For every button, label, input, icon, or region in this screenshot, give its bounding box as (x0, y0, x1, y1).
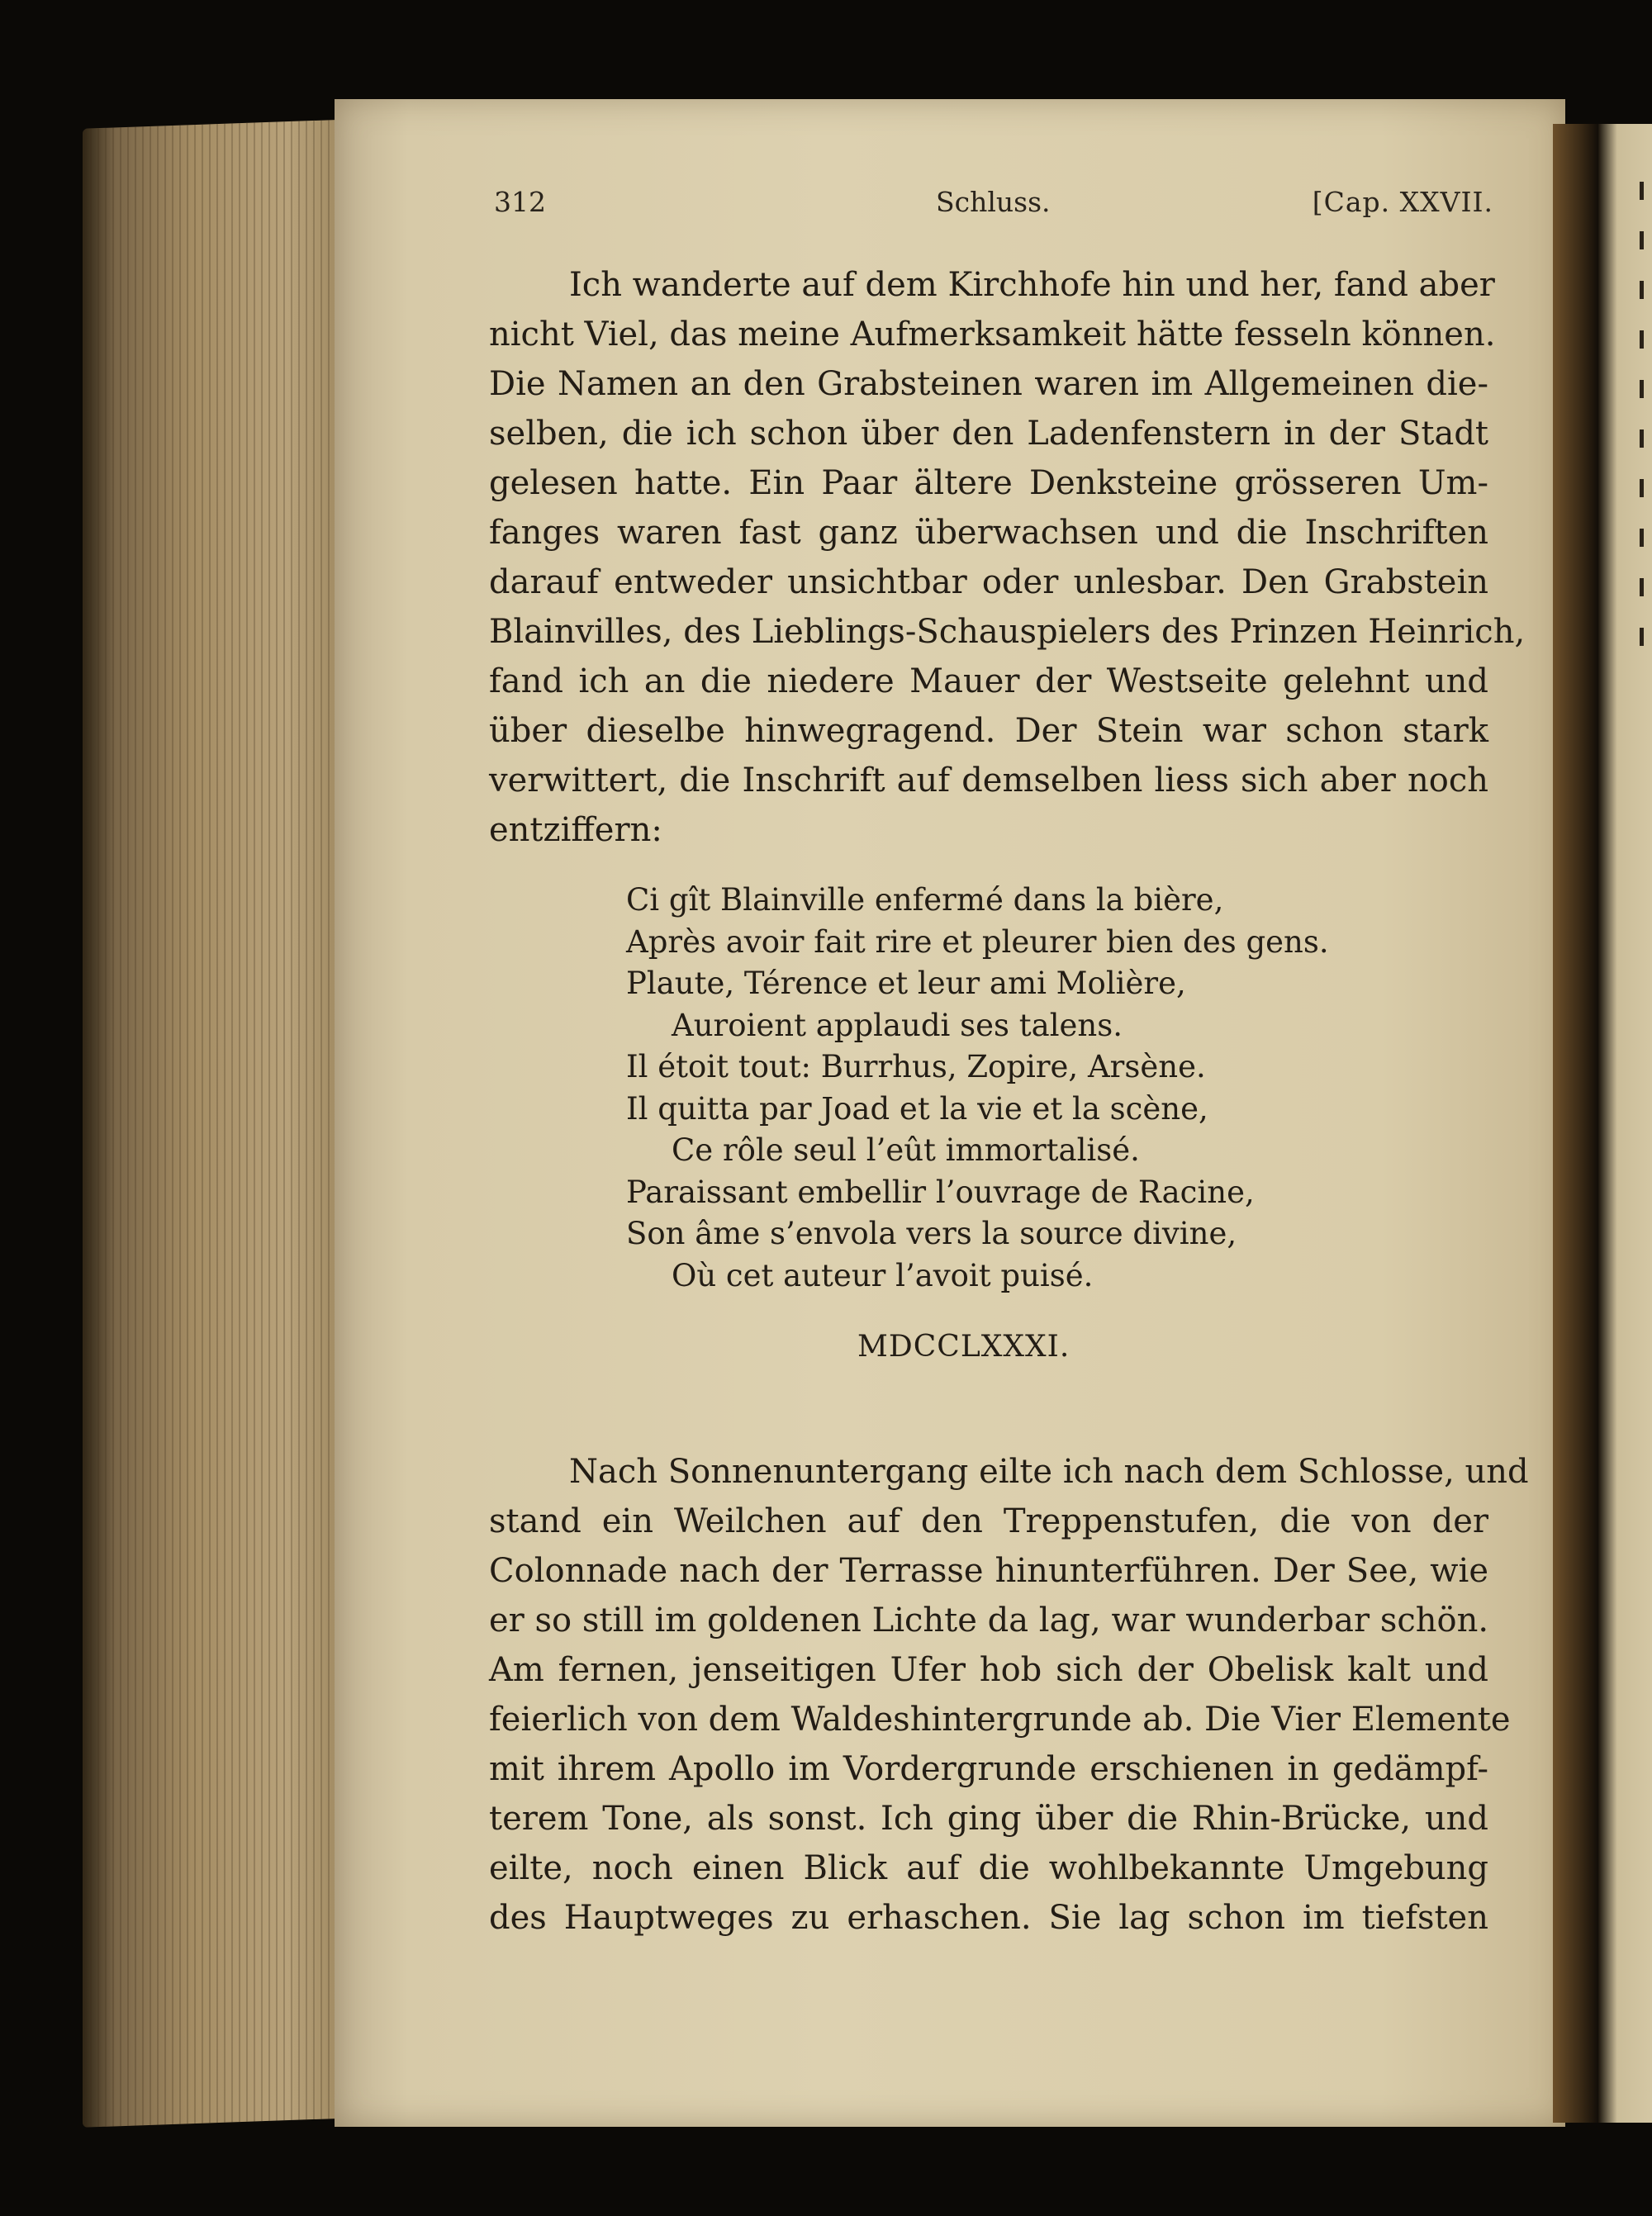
text-line: feierlich von dem Waldeshintergrunde ab. Die Vier Elemente (489, 1701, 1511, 1739)
text-fragment (1640, 182, 1644, 200)
text-fragment (1640, 429, 1644, 448)
text-fragment (1640, 281, 1644, 299)
chapter-reference: [Cap. XXVII. (1312, 186, 1493, 218)
text-line: Blainvilles, des Lieblings-Schauspielers des Prinzen Heinrich, (489, 613, 1526, 651)
text-fragment (1640, 578, 1644, 596)
poem-verse: Auroient applaudi ses talens. (672, 1007, 1123, 1043)
text-line: gelesen hatte. Ein Paar ältere Denksteine grösseren Um- (489, 464, 1488, 502)
text-fragment (1640, 330, 1644, 349)
text-line: darauf entweder unsichtbar oder unlesbar. Den Grabstein (489, 563, 1488, 601)
text-line: verwittert, die Inschrift auf demselben liess sich aber noch (489, 762, 1488, 800)
paragraph-churchyard (489, 260, 1526, 855)
page-edge-texture (83, 119, 355, 2128)
text-line: des Hauptweges zu erhaschen. Sie lag schon im tiefsten (489, 1899, 1488, 1937)
text-line: über dieselbe hinwegragend. Der Stein war schon stark (489, 712, 1488, 750)
facing-page-text-fragments (1640, 182, 1652, 925)
epitaph-poem (626, 880, 1436, 1297)
paragraph-sunset (489, 1447, 1529, 1943)
text-line: Die Namen an den Grabsteinen waren im Allgemeinen die- (489, 365, 1488, 403)
text-line: terem Tone, als sonst. Ich ging über die Rhin-Brücke, und (489, 1800, 1488, 1838)
book-page-edges (83, 119, 355, 2128)
epitaph-date: MDCCLXXXI. (857, 1330, 1070, 1364)
running-title: Schluss. (936, 186, 1051, 218)
text-fragment (1640, 380, 1644, 398)
text-line: Am fernen, jenseitigen Ufer hob sich der Obelisk kalt und (489, 1651, 1488, 1689)
poem-verse: Plaute, Térence et leur ami Molière, (626, 966, 1186, 1001)
text-fragment (1640, 231, 1644, 249)
text-line: fand ich an die niedere Mauer der Westseite gelehnt und (489, 662, 1488, 700)
poem-verse: Où cet auteur l’avoit puisé. (672, 1257, 1094, 1293)
text-line: selben, die ich schon über den Ladenfenstern in der Stadt (489, 415, 1488, 453)
text-fragment (1640, 529, 1644, 547)
text-line: nicht Viel, das meine Aufmerksamkeit hätte fesseln können. (489, 316, 1496, 354)
poem-verse: Son âme s’envola vers la source divine, (626, 1216, 1237, 1251)
text-line: Ich wanderte auf dem Kirchhofe hin und her, fand aber (569, 266, 1495, 304)
poem-verse: Ci gît Blainville enfermé dans la bière, (626, 882, 1224, 918)
text-line: mit ihrem Apollo im Vordergrunde erschienen in gedämpf- (489, 1750, 1488, 1788)
text-line: Colonnade nach der Terrasse hinunterführen. Der See, wie (489, 1552, 1488, 1590)
text-fragment (1640, 628, 1644, 646)
text-line: eilte, noch einen Blick auf die wohlbekannte Umgebung (489, 1849, 1488, 1887)
text-line: stand ein Weilchen auf den Treppenstufen, die von der (489, 1502, 1488, 1540)
text-line: fanges waren fast ganz überwachsen und die Inschriften (489, 514, 1488, 552)
text-line: Nach Sonnenuntergang eilte ich nach dem Schlosse, und (569, 1453, 1529, 1491)
text-line: entziffern: (489, 811, 662, 849)
text-fragment (1640, 479, 1644, 497)
poem-verse: Après avoir fait rire et pleurer bien des gens. (626, 923, 1329, 960)
poem-verse: Il quitta par Joad et la vie et la scène, (626, 1090, 1208, 1127)
poem-verse: Ce rôle seul l’eût immortalisé. (672, 1132, 1140, 1168)
poem-verse: Paraissant embellir l’ouvrage de Racine, (626, 1174, 1255, 1210)
running-header (494, 186, 1493, 227)
page-number: 312 (494, 186, 546, 218)
book-gutter (1553, 124, 1598, 2123)
poem-verse: Il étoit tout: Burrhus, Zopire, Arsène. (626, 1049, 1206, 1084)
text-line: er so still im goldenen Lichte da lag, war wunderbar schön. (489, 1601, 1489, 1639)
